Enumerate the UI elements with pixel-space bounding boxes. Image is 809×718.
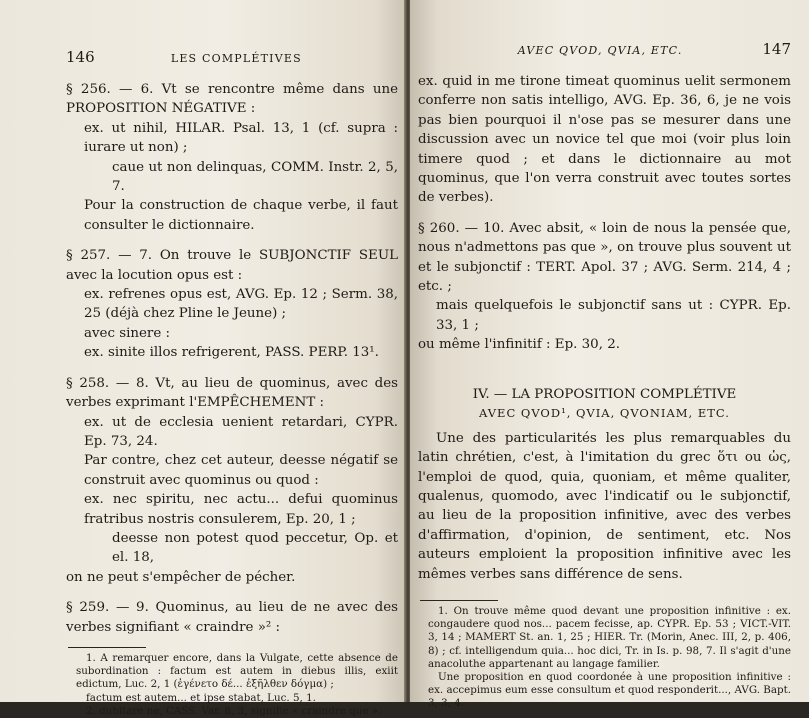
section-subtitle-line: AVEC QVOD¹, QVIA, QVONIAM, ETC.: [479, 405, 730, 420]
section-paragraph: Une des particularités les plus remarquables du latin chrétien, c'est, à l'imitation du grec ὅτι ou ὡς, l'emploi de quod, quia, quoniam, et même qualiter, qualenus, quomodo, avec l'indicatif ou le subjonctif, au lieu de la proposition infinitive, avec des verbes d'affirmation, d'opinion, de sentiment, etc. Nos auteurs emploient la proposition infinitive avec les mêmes verbes sans différence de sens.: [418, 430, 791, 582]
paragraph-260: § 260. — 10. Avec absit, « loin de nous la pensée que, nous n'admettons pas que », on trouve plus souvent ut et le subjonctif : TERT. Apol. 37 ; AVG. Serm. 214, 4 ; etc. ;: [418, 220, 791, 295]
page-number-right: 147: [762, 40, 791, 58]
right-page: [410, 0, 809, 710]
example-line: ex. nec spiritu, nec actu... defui quominus fratribus nostris consulerem, Ep. 20, 1 ;: [84, 492, 398, 527]
paragraph-text: on ne peut s'empêcher de pécher.: [66, 569, 296, 585]
example-line: caue ut non delinquas, COMM. Instr. 2, 5, 7.: [112, 159, 398, 195]
paragraph-text: mais quelquefois le subjonctif sans ut : CYPR. Ep. 33, 1 ;: [436, 298, 791, 333]
footnote: 1. A remarquer encore, dans la Vulgate, cette absence de subordination : factum est autem in diebus illis, exiit edictum, Luc. 2, 1 (ἐγένετο δέ... ἐξῆλθεν δόγμα) ;: [76, 651, 398, 691]
example-line: avec sinere :: [84, 325, 171, 341]
example-line: ex. sinite illos refrigerent, PASS. PERP. 13¹.: [84, 345, 379, 361]
example-line: ex. ut de ecclesia uenient retardari, CYPR. Ep. 73, 24.: [84, 414, 398, 449]
paragraph-258: § 258. — 8. Vt, au lieu de quominus, avec des verbes exprimant l'EMPÊCHEMENT :: [66, 375, 398, 411]
right-running-head: [418, 40, 791, 58]
paragraph-256: § 256. — 6. Vt se rencontre même dans une PROPOSITION NÉGATIVE :: [66, 82, 398, 117]
footnote: 1. On trouve même quod devant une proposition infinitive : ex. congaudere quod nos... pacem fecisse, ap. CYPR. Ep. 53 ; VICT.-VIT. 3, 14 ; MAMERT St. an. 1, 25 ; HIER. Tr. (Morin, Anec. III, 2, p. 406, 8) ; cf. intelligendum quia... hoc dici, Tr. in Is. p. 98, 7. Il s'agit d'une anacoluthe appartenant au langage familier.: [428, 604, 791, 670]
footnote: factum est autem... et ipse stabat, Luc. 5, 1.: [86, 691, 316, 704]
paragraph-text: Par contre, chez cet auteur, deesse négatif se construit avec quominus ou quod :: [84, 453, 398, 488]
footnotes-right: [418, 605, 791, 711]
paragraph-259: § 259. — 9. Quominus, au lieu de ne avec des verbes signifiant « craindre »² :: [66, 600, 398, 635]
paragraph-text: ex. quid in me tirone timeat quominus uelit sermonem conferre non satis intelligo, AVG. Ep. 36, 6, je ne vois pas bien pourquoi il n'ose pas se mesurer dans une discussion avec un novice tel que moi (voir plus loin timere quod ; et dans le dictionnaire au mot quominus, que l'on verra construit avec toutes sortes de verbes).: [418, 74, 791, 206]
page-number-left: 146: [66, 48, 95, 66]
paragraph-text: Pour la construction de chaque verbe, il faut consulter le dictionnaire.: [84, 198, 398, 233]
running-title-right: AVEC QVOD, QVIA, ETC.: [517, 44, 683, 57]
example-line: ex. refrenes opus est, AVG. Ep. 12 ; Serm. 38, 25 (déjà chez Pline le Jeune) ;: [84, 287, 398, 322]
footnote: 2. dubitare ne, CASS. Var. 8, 3, signifie « craindre que ».: [86, 704, 382, 717]
footnote: Une proposition en quod coordonée à une proposition infinitive : ex. accepimus eum esse consultum et quod responderit..., AVG. Bapt. 3, 3, 4.: [428, 670, 791, 710]
section-title-line: IV. — LA PROPOSITION COMPLÉTIVE: [472, 386, 737, 402]
footnote-rule: [68, 647, 146, 648]
footnote-rule: [420, 600, 498, 601]
footnotes-left: [66, 652, 398, 718]
paragraph-text: ou même l'infinitif : Ep. 30, 2.: [418, 337, 620, 353]
left-running-head: [66, 48, 398, 66]
example-line: deesse non potest quod peccetur, Op. et el. 18,: [112, 530, 398, 566]
running-title-left: LES COMPLÉTIVES: [170, 52, 302, 65]
paragraph-257: § 257. — 7. On trouve le SUBJONCTIF SEUL avec la locution opus est :: [66, 248, 398, 283]
section-heading: [418, 385, 791, 423]
example-line: ex. ut nihil, HILAR. Psal. 13, 1 (cf. supra : iurare ut non) ;: [84, 120, 398, 156]
